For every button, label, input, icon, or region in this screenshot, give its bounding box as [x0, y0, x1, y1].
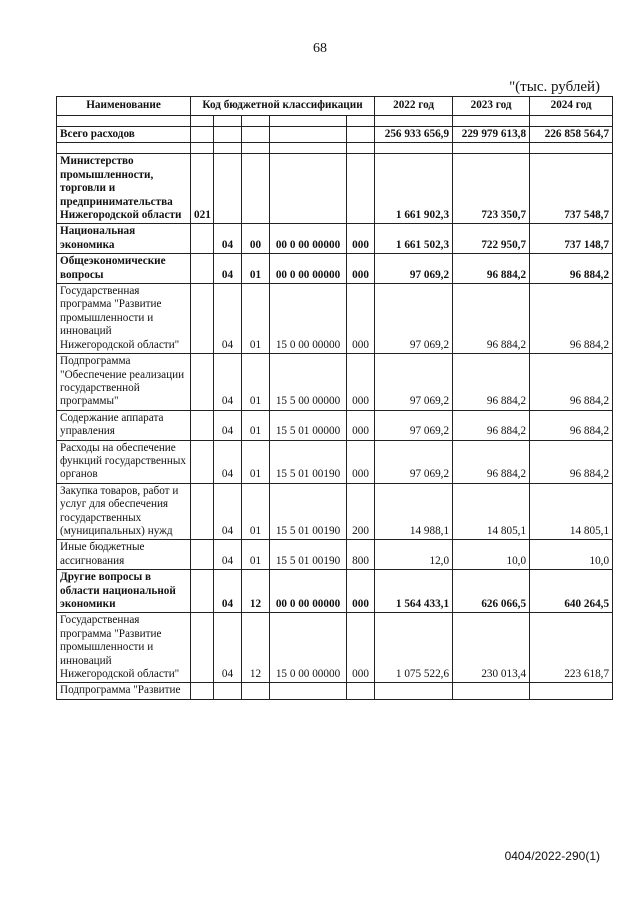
row-ved-code	[191, 254, 214, 284]
row-subsection-code	[242, 683, 270, 699]
row-2023: 96 884,2	[453, 354, 530, 411]
row-expense-type-code: 000	[347, 570, 375, 613]
row-2022: 97 069,2	[375, 254, 453, 284]
row-2023: 96 884,2	[453, 284, 530, 354]
row-2023	[453, 683, 530, 699]
row-name: Государственная программа "Развитие промышленности и инноваций Нижегородской области"	[57, 613, 191, 683]
row-2023: 722 950,7	[453, 224, 530, 254]
total-2022: 256 933 656,9	[375, 127, 453, 143]
header-2023: 2023 год	[453, 97, 530, 116]
row-section-code: 04	[214, 613, 242, 683]
row-section-code: 04	[214, 254, 242, 284]
row-2023: 230 013,4	[453, 613, 530, 683]
row-name: Национальная экономика	[57, 224, 191, 254]
row-2024: 10,0	[530, 540, 613, 570]
row-section-code: 04	[214, 440, 242, 483]
row-2022: 1 564 433,1	[375, 570, 453, 613]
row-2023: 96 884,2	[453, 254, 530, 284]
row-subsection-code: 01	[242, 483, 270, 540]
row-target-code: 15 5 01 00190	[270, 440, 347, 483]
row-expense-type-code	[347, 154, 375, 224]
row-2023: 96 884,2	[453, 410, 530, 440]
row-name: Государственная программа "Развитие промышленности и инноваций Нижегородской области"	[57, 284, 191, 354]
row-ved-code	[191, 410, 214, 440]
row-subsection-code	[242, 154, 270, 224]
row-name: Другие вопросы в области национальной экономики	[57, 570, 191, 613]
row-name: Министерство промышленности, торговли и предпринимательства Нижегородской области	[57, 154, 191, 224]
row-target-code: 15 5 00 00000	[270, 354, 347, 411]
total-2024: 226 858 564,7	[530, 127, 613, 143]
row-expense-type-code: 000	[347, 410, 375, 440]
row-expense-type-code: 000	[347, 613, 375, 683]
table-row	[57, 440, 613, 483]
page-number: 68	[313, 41, 327, 56]
table-row	[57, 613, 613, 683]
row-target-code: 00 0 00 00000	[270, 224, 347, 254]
row-name: Общеэкономические вопросы	[57, 254, 191, 284]
row-ved-code	[191, 540, 214, 570]
row-2022: 97 069,2	[375, 410, 453, 440]
table-row	[57, 540, 613, 570]
row-2023: 14 805,1	[453, 483, 530, 540]
row-2024: 640 264,5	[530, 570, 613, 613]
table-row	[57, 570, 613, 613]
row-name: Иные бюджетные ассигнования	[57, 540, 191, 570]
row-section-code: 04	[214, 410, 242, 440]
row-target-code: 00 0 00 00000	[270, 570, 347, 613]
table-row	[57, 354, 613, 411]
row-section-code: 04	[214, 483, 242, 540]
row-expense-type-code: 000	[347, 284, 375, 354]
row-2023: 96 884,2	[453, 440, 530, 483]
row-section-code	[214, 154, 242, 224]
row-section-code	[214, 683, 242, 699]
row-subsection-code: 01	[242, 440, 270, 483]
row-ved-code	[191, 683, 214, 699]
row-name: Подпрограмма "Обеспечение реализации государственной программы"	[57, 354, 191, 411]
row-expense-type-code: 000	[347, 254, 375, 284]
table-row	[57, 224, 613, 254]
row-2024: 223 618,7	[530, 613, 613, 683]
row-2022: 97 069,2	[375, 440, 453, 483]
row-expense-type-code: 000	[347, 354, 375, 411]
row-subsection-code: 01	[242, 284, 270, 354]
table-row	[57, 284, 613, 354]
row-subsection-code: 01	[242, 410, 270, 440]
row-target-code	[270, 154, 347, 224]
row-2024: 14 805,1	[530, 483, 613, 540]
row-2022	[375, 683, 453, 699]
row-ved-code	[191, 354, 214, 411]
row-target-code: 15 5 01 00000	[270, 410, 347, 440]
header-code: Код бюджетной классификации	[191, 97, 375, 116]
row-subsection-code: 12	[242, 613, 270, 683]
row-2024: 96 884,2	[530, 410, 613, 440]
row-2024	[530, 683, 613, 699]
row-name: Содержание аппарата управления	[57, 410, 191, 440]
row-2022: 1 661 502,3	[375, 224, 453, 254]
row-target-code: 15 0 00 00000	[270, 284, 347, 354]
budget-table	[56, 96, 613, 700]
row-name: Подпрограмма "Развитие	[57, 683, 191, 699]
row-name: Закупка товаров, работ и услуг для обеспечения государственных (муниципальных) нужд	[57, 483, 191, 540]
document-code: 0404/2022-290(1)	[504, 849, 600, 863]
row-expense-type-code: 200	[347, 483, 375, 540]
header-name: Наименование	[57, 97, 191, 116]
row-section-code: 04	[214, 224, 242, 254]
header-2022: 2022 год	[375, 97, 453, 116]
row-2023: 10,0	[453, 540, 530, 570]
table-body	[57, 116, 613, 700]
row-expense-type-code	[347, 683, 375, 699]
row-2024: 96 884,2	[530, 254, 613, 284]
row-2023: 723 350,7	[453, 154, 530, 224]
row-subsection-code: 01	[242, 540, 270, 570]
row-2022: 1 661 902,3	[375, 154, 453, 224]
row-2022: 97 069,2	[375, 354, 453, 411]
row-subsection-code: 01	[242, 354, 270, 411]
row-ved-code	[191, 440, 214, 483]
row-ved-code	[191, 613, 214, 683]
row-name: Расходы на обеспечение функций государственных органов	[57, 440, 191, 483]
row-ved-code	[191, 224, 214, 254]
table-row	[57, 483, 613, 540]
total-2023: 229 979 613,8	[453, 127, 530, 143]
row-expense-type-code: 000	[347, 440, 375, 483]
row-section-code: 04	[214, 354, 242, 411]
row-2024: 737 548,7	[530, 154, 613, 224]
row-target-code: 15 0 00 00000	[270, 613, 347, 683]
row-subsection-code: 00	[242, 224, 270, 254]
row-2024: 96 884,2	[530, 440, 613, 483]
row-expense-type-code: 800	[347, 540, 375, 570]
row-ved-code: 021	[191, 154, 214, 224]
table-header-row	[57, 97, 613, 116]
header-2024: 2024 год	[530, 97, 613, 116]
row-2022: 14 988,1	[375, 483, 453, 540]
row-2024: 737 148,7	[530, 224, 613, 254]
row-target-code	[270, 683, 347, 699]
row-ved-code	[191, 284, 214, 354]
spacer-row	[57, 116, 613, 127]
row-2022: 97 069,2	[375, 284, 453, 354]
row-2022: 12,0	[375, 540, 453, 570]
spacer-row	[57, 143, 613, 154]
row-target-code: 00 0 00 00000	[270, 254, 347, 284]
row-section-code: 04	[214, 284, 242, 354]
table-row	[57, 154, 613, 224]
row-2022: 1 075 522,6	[375, 613, 453, 683]
table-row	[57, 683, 613, 699]
row-section-code: 04	[214, 570, 242, 613]
total-name: Всего расходов	[57, 127, 191, 143]
total-row	[57, 127, 613, 143]
row-subsection-code: 12	[242, 570, 270, 613]
row-2023: 626 066,5	[453, 570, 530, 613]
row-2024: 96 884,2	[530, 284, 613, 354]
row-target-code: 15 5 01 00190	[270, 540, 347, 570]
row-2024: 96 884,2	[530, 354, 613, 411]
row-target-code: 15 5 01 00190	[270, 483, 347, 540]
row-expense-type-code: 000	[347, 224, 375, 254]
table-row	[57, 410, 613, 440]
table-row	[57, 254, 613, 284]
units-label: "(тыс. рублей)	[509, 79, 600, 95]
row-subsection-code: 01	[242, 254, 270, 284]
row-ved-code	[191, 570, 214, 613]
row-ved-code	[191, 483, 214, 540]
row-section-code: 04	[214, 540, 242, 570]
